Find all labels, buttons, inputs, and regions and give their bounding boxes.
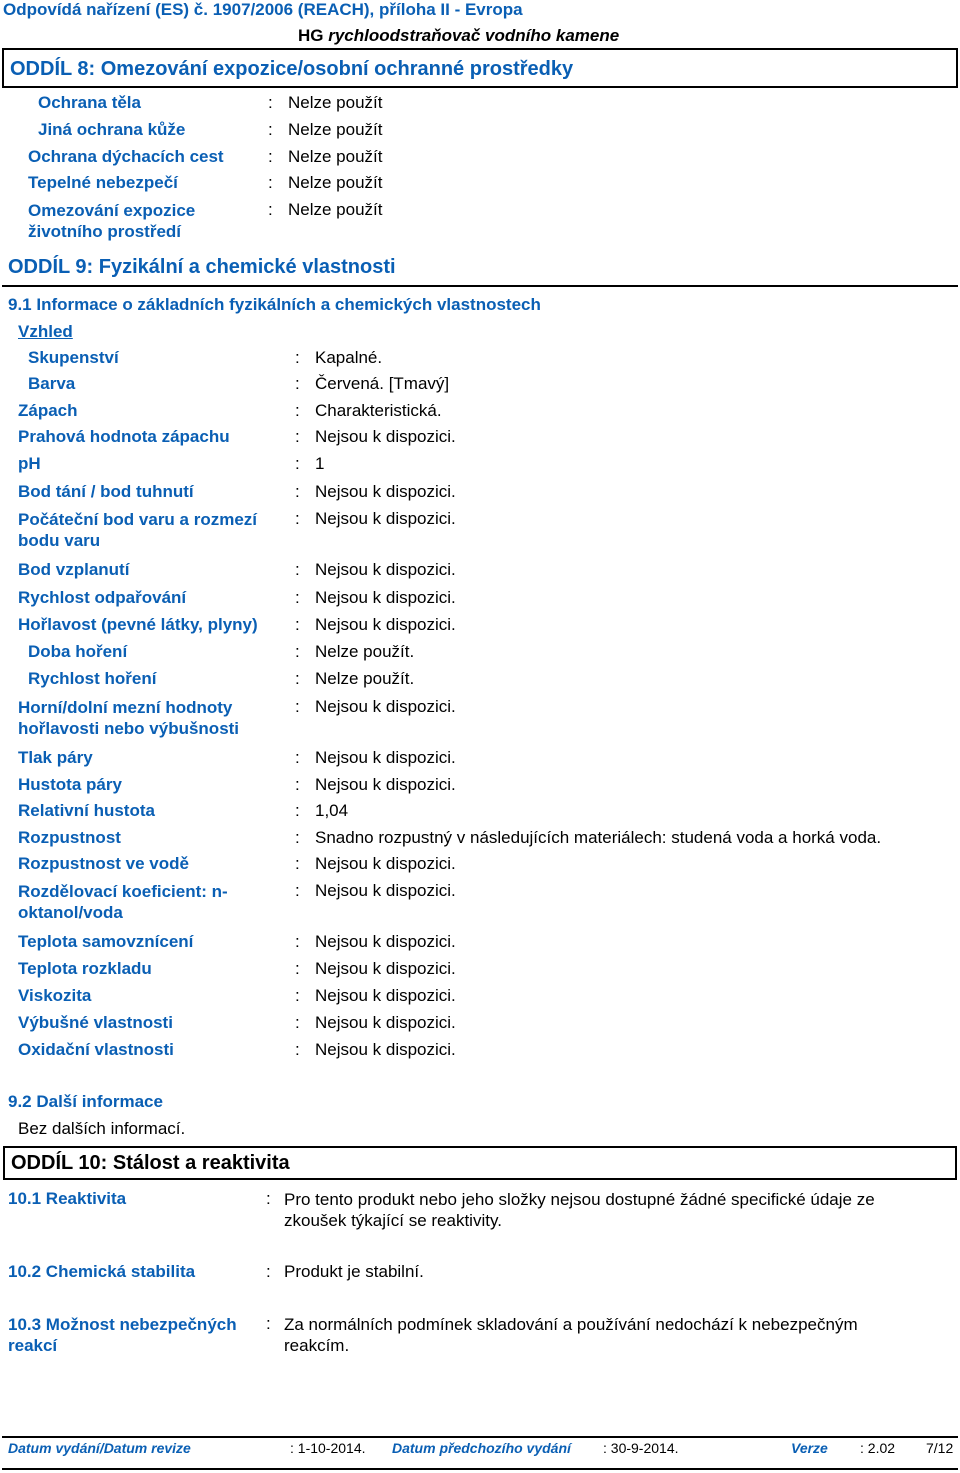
- property-colon: :: [295, 1013, 300, 1032]
- footer-page-number: 7/12: [926, 1440, 954, 1456]
- property-colon: :: [295, 828, 300, 847]
- property-colon: :: [295, 775, 300, 794]
- property-label: Prahová hodnota zápachu: [18, 427, 230, 446]
- section-10-header: [3, 1146, 957, 1180]
- property-colon: :: [295, 560, 300, 579]
- property-value: Nejsou k dispozici.: [315, 748, 456, 767]
- footer-issue-value: : 1-10-2014.: [290, 1440, 366, 1456]
- property-label: Rozpustnost: [18, 828, 121, 847]
- property-colon: :: [295, 374, 300, 393]
- property-colon: :: [295, 669, 300, 688]
- s8-colon: :: [268, 147, 273, 166]
- property-value: Charakteristická.: [315, 401, 442, 420]
- s8-colon: :: [268, 120, 273, 139]
- property-label: Hustota páry: [18, 775, 122, 794]
- property-colon: :: [295, 427, 300, 446]
- s10-label-hazardous-reactions: 10.3 Možnost nebezpečných reakcí: [8, 1315, 237, 1355]
- property-colon: :: [295, 401, 300, 420]
- property-colon: :: [295, 986, 300, 1005]
- property-value: 1: [315, 454, 325, 473]
- property-value: Nejsou k dispozici.: [315, 775, 456, 794]
- property-label: Rychlost odpařování: [18, 588, 187, 607]
- property-label: Bod vzplanutí: [18, 560, 130, 579]
- footer-rule: [2, 1436, 958, 1438]
- s8-label-thermal: Tepelné nebezpečí: [28, 173, 178, 192]
- property-colon: :: [295, 588, 300, 607]
- property-label: Počáteční bod varu a rozmezí bodu varu: [18, 510, 258, 550]
- s8-label-skin-protection: Jiná ochrana kůže: [38, 120, 186, 139]
- property-value: Nejsou k dispozici.: [315, 932, 456, 951]
- property-value: Nejsou k dispozici.: [315, 1040, 456, 1059]
- s8-label-respiratory: Ochrana dýchacích cest: [28, 147, 224, 166]
- s8-value-thermal: Nelze použít: [288, 173, 383, 192]
- property-value: Nejsou k dispozici.: [315, 615, 456, 634]
- property-value: Nelze použít.: [315, 642, 415, 661]
- property-label: Rozpustnost ve vodě: [18, 854, 189, 873]
- property-label: Bod tání / bod tuhnutí: [18, 482, 194, 501]
- property-label: Hořlavost (pevné látky, plyny): [18, 615, 258, 634]
- property-colon: :: [295, 509, 300, 528]
- property-colon: :: [295, 697, 300, 716]
- s8-colon: :: [268, 173, 273, 192]
- property-colon: :: [295, 932, 300, 951]
- property-value: Nejsou k dispozici.: [315, 560, 456, 579]
- property-value: Nejsou k dispozici.: [315, 509, 456, 528]
- property-value: 1,04: [315, 801, 349, 820]
- property-colon: :: [295, 482, 300, 501]
- property-colon: :: [295, 881, 300, 900]
- subsection-9-2: 9.2 Další informace: [8, 1092, 163, 1111]
- property-label: Zápach: [18, 401, 78, 420]
- footer-prev-value: : 30-9-2014.: [603, 1440, 679, 1456]
- section-9-rule: [2, 285, 958, 287]
- property-value: Červená. [Tmavý]: [315, 374, 450, 393]
- footer-issue-label: Datum vydání/Datum revize: [8, 1440, 191, 1456]
- s8-colon: :: [268, 200, 273, 219]
- property-label: Výbušné vlastnosti: [18, 1013, 173, 1032]
- property-label: Rozdělovací koeficient: n-oktanol/voda: [18, 882, 228, 922]
- s8-colon: :: [268, 93, 273, 112]
- property-label: Doba hoření: [28, 642, 128, 661]
- property-value: Nejsou k dispozici.: [315, 697, 456, 716]
- s10-value-reactivity: Pro tento produkt nebo jeho složky nejsou dostupné žádné specifické údaje ze zkoušek týkající se reaktivity.: [284, 1190, 875, 1230]
- s10-value-hazardous-reactions: Za normálních podmínek skladování a používání nedochází k nebezpečným reakcím.: [284, 1315, 858, 1355]
- footer-version-label: Verze: [791, 1440, 828, 1456]
- property-value: Kapalné.: [315, 348, 383, 367]
- property-value: Nejsou k dispozici.: [315, 959, 456, 978]
- property-label: Barva: [28, 374, 76, 393]
- property-label: Tlak páry: [18, 748, 93, 767]
- section-9-title: ODDÍL 9: Fyzikální a chemické vlastnosti: [8, 256, 396, 278]
- property-colon: :: [295, 615, 300, 634]
- s8-value-body-protection: Nelze použít: [288, 93, 383, 112]
- s10-value-stability: Produkt je stabilní.: [284, 1262, 424, 1281]
- property-colon: :: [295, 1040, 300, 1059]
- s10-label-reactivity: 10.1 Reaktivita: [8, 1189, 127, 1208]
- property-colon: :: [295, 454, 300, 473]
- property-label: Viskozita: [18, 986, 92, 1005]
- property-label: Teplota samovznícení: [18, 932, 194, 951]
- s8-value-environmental: Nelze použít: [288, 200, 383, 219]
- s10-colon: :: [266, 1189, 271, 1208]
- section-10-title: ODDÍL 10: Stálost a reaktivita: [11, 1152, 290, 1174]
- property-value: Nejsou k dispozici.: [315, 482, 456, 501]
- s10-label-stability: 10.2 Chemická stabilita: [8, 1262, 196, 1281]
- property-label: Relativní hustota: [18, 801, 155, 820]
- property-label: pH: [18, 454, 41, 473]
- regulation-header: Odpovídá nařízení (ES) č. 1907/2006 (REACH), příloha II - Evropa: [3, 0, 523, 19]
- property-colon: :: [295, 801, 300, 820]
- other-info-text: Bez dalších informací.: [18, 1119, 186, 1138]
- property-colon: :: [295, 748, 300, 767]
- property-value: Nejsou k dispozici.: [315, 854, 456, 873]
- section-8-title: ODDÍL 8: Omezování expozice/osobní ochranné prostředky: [10, 58, 574, 80]
- property-label: Horní/dolní mezní hodnoty hořlavosti nebo výbušnosti: [18, 698, 240, 738]
- property-colon: :: [295, 642, 300, 661]
- s10-colon: :: [266, 1262, 271, 1281]
- s10-colon: :: [266, 1314, 271, 1333]
- property-label: Skupenství: [28, 348, 119, 367]
- product-title: [298, 26, 619, 46]
- property-label: Rychlost hoření: [28, 669, 157, 688]
- property-value: Nejsou k dispozici.: [315, 1013, 456, 1032]
- brand-mark: HG: [298, 26, 324, 45]
- property-label: Oxidační vlastnosti: [18, 1040, 174, 1059]
- property-value: Nejsou k dispozici.: [315, 986, 456, 1005]
- s8-value-respiratory: Nelze použít: [288, 147, 383, 166]
- property-colon: :: [295, 854, 300, 873]
- s8-label-body-protection: Ochrana těla: [38, 93, 141, 112]
- property-value: Snadno rozpustný v následujících materiálech: studená voda a horká voda.: [315, 828, 882, 847]
- property-value: Nejsou k dispozici.: [315, 588, 456, 607]
- product-name: rychloodstraňovač vodního kamene: [328, 26, 620, 45]
- property-colon: :: [295, 959, 300, 978]
- s8-value-skin-protection: Nelze použít: [288, 120, 383, 139]
- footer-bottom-rule: [2, 1468, 958, 1470]
- property-value: Nejsou k dispozici.: [315, 427, 456, 446]
- property-value: Nejsou k dispozici.: [315, 881, 456, 900]
- property-colon: :: [295, 348, 300, 367]
- footer-prev-label: Datum předchozího vydání: [392, 1440, 571, 1456]
- property-value: Nelze použít.: [315, 669, 415, 688]
- section-8-header: [2, 48, 958, 88]
- property-label: Teplota rozkladu: [18, 959, 152, 978]
- subsection-9-1: 9.1 Informace o základních fyzikálních a chemických vlastnostech: [8, 295, 541, 314]
- footer-version-value: : 2.02: [860, 1440, 896, 1456]
- appearance-heading: Vzhled: [18, 322, 73, 341]
- s8-label-environmental: Omezování expozice životního prostředí: [28, 201, 196, 241]
